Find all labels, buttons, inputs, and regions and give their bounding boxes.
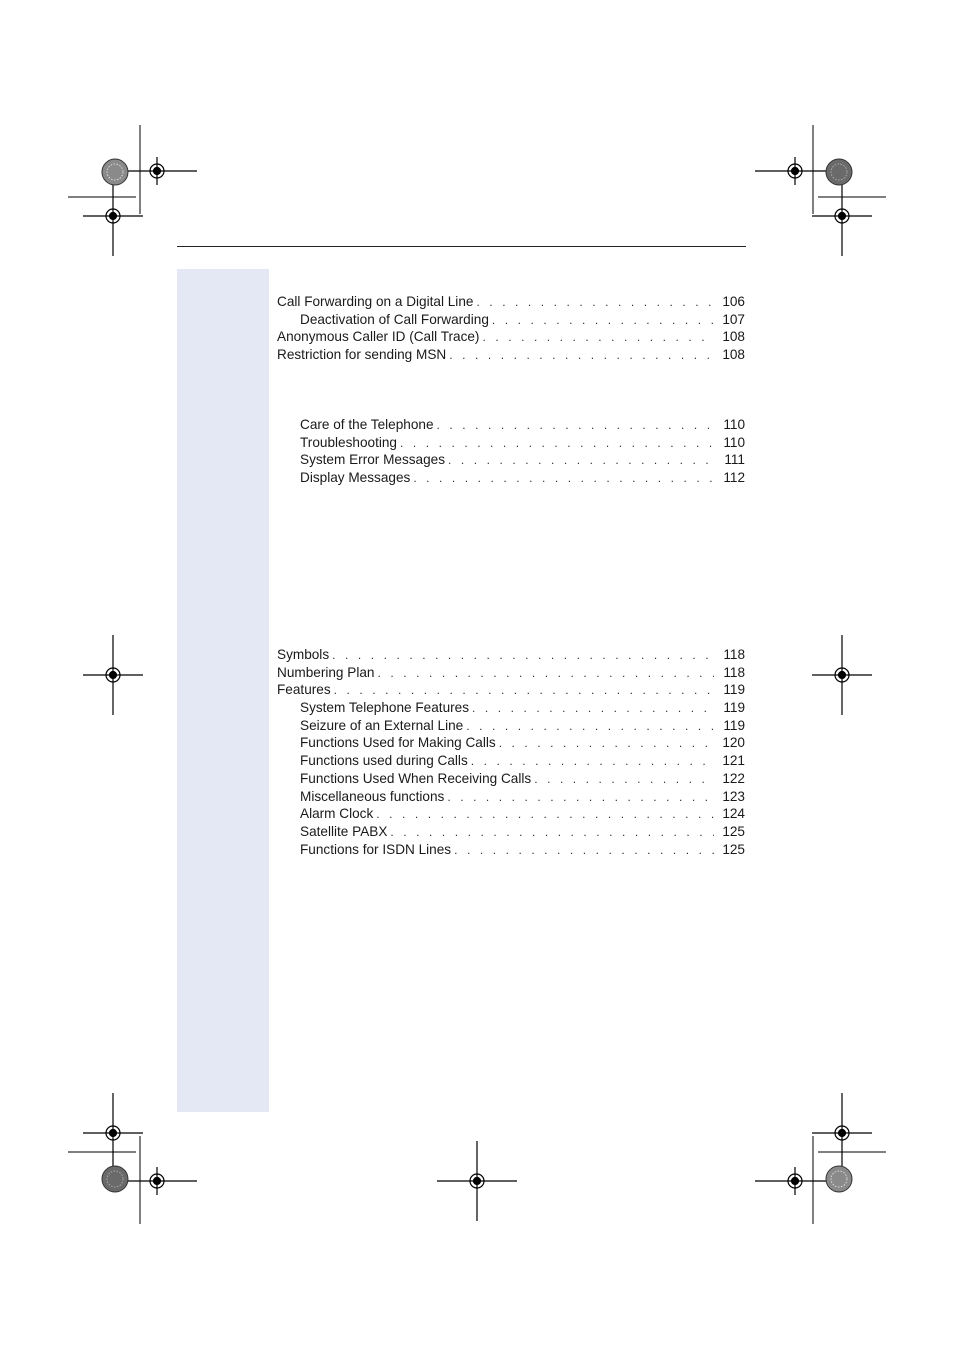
toc-leader-dots <box>377 665 714 683</box>
toc-entry[interactable] <box>277 416 745 434</box>
toc-leader-dots <box>454 842 714 860</box>
toc-entry[interactable] <box>277 434 745 452</box>
toc-entry-page: 121 <box>722 753 745 769</box>
toc-entry-page: 124 <box>722 806 745 822</box>
toc-entry-title: Seizure of an External Line <box>300 717 464 733</box>
toc-group-1 <box>277 293 745 364</box>
toc-leader-dots <box>334 682 714 700</box>
toc-entry-title: Deactivation of Call Forwarding <box>300 311 489 327</box>
toc-leader-dots <box>471 753 714 771</box>
toc-entry-page: 119 <box>723 700 745 716</box>
toc-group-2 <box>277 416 745 487</box>
toc-entry-title: Satellite PABX <box>300 823 388 839</box>
toc-leader-dots <box>332 647 714 665</box>
toc-entry[interactable] <box>277 664 745 682</box>
toc-entry-title: System Error Messages <box>300 452 446 468</box>
toc-entry[interactable] <box>277 328 745 346</box>
toc-entry-page: 106 <box>722 294 745 309</box>
toc-entry[interactable] <box>277 451 745 469</box>
toc-leader-dots <box>476 294 714 312</box>
toc-entry[interactable] <box>277 293 745 311</box>
toc-entry-title: Call Forwarding on a Digital Line <box>277 294 474 309</box>
toc-leader-dots <box>499 735 714 753</box>
toc-entry-page: 122 <box>722 770 745 786</box>
toc-leader-dots <box>437 417 714 435</box>
toc-entry-page: 119 <box>723 717 745 733</box>
toc-entry-title: Functions Used for Making Calls <box>300 735 496 751</box>
toc-entry[interactable] <box>277 346 745 364</box>
toc-group-3 <box>277 646 745 858</box>
toc-entry[interactable] <box>277 734 745 752</box>
toc-leader-dots <box>448 452 714 470</box>
toc-entry-page: 107 <box>722 311 745 327</box>
toc-entry-title: Care of the Telephone <box>300 417 434 432</box>
toc-entry-page: 125 <box>722 841 745 857</box>
toc-entry[interactable] <box>277 681 745 699</box>
toc-entry-title: Numbering Plan <box>277 664 375 680</box>
toc-leader-dots <box>466 718 714 736</box>
toc-entry[interactable] <box>277 646 745 664</box>
toc-entry-page: 119 <box>723 682 745 698</box>
toc-entry-title: Alarm Clock <box>300 806 374 822</box>
toc-entry-title: Symbols <box>277 647 330 662</box>
toc-leader-dots <box>390 824 714 842</box>
toc-entry-page: 111 <box>724 452 745 468</box>
toc-entry-title: Functions for ISDN Lines <box>300 841 452 857</box>
toc-entry-page: 120 <box>722 735 745 751</box>
toc-entry-page: 125 <box>722 823 745 839</box>
toc-entry[interactable] <box>277 752 745 770</box>
toc-entry[interactable] <box>277 699 745 717</box>
toc-entry[interactable] <box>277 823 745 841</box>
toc-entry[interactable] <box>277 805 745 823</box>
toc-entry-title: Restriction for sending MSN <box>277 347 447 363</box>
toc-entry-page: 118 <box>723 664 745 680</box>
toc-entry-page: 110 <box>723 434 745 450</box>
toc-leader-dots <box>413 470 714 488</box>
toc-entry-page: 118 <box>723 647 745 662</box>
toc-entry[interactable] <box>277 841 745 859</box>
toc-entry-title: Anonymous Caller ID (Call Trace) <box>277 329 480 345</box>
toc-entry-title: Functions used during Calls <box>300 753 468 769</box>
toc-entry-page: 110 <box>723 417 745 432</box>
toc-entry-title: Display Messages <box>300 470 411 486</box>
toc-leader-dots <box>534 771 714 789</box>
toc-entry[interactable] <box>277 717 745 735</box>
toc-entry[interactable] <box>277 788 745 806</box>
toc-leader-dots <box>449 347 714 365</box>
toc-leader-dots <box>400 435 714 453</box>
toc-entry-page: 112 <box>723 470 745 486</box>
toc-leader-dots <box>376 806 714 824</box>
toc-entry-title: Functions Used When Receiving Calls <box>300 770 532 786</box>
toc-entry[interactable] <box>277 311 745 329</box>
toc-entry-page: 123 <box>722 788 745 804</box>
toc-leader-dots <box>472 700 714 718</box>
toc-entry-page: 108 <box>722 329 745 345</box>
toc-entry-title: Troubleshooting <box>300 434 397 450</box>
toc-entry-title: Features <box>277 682 331 698</box>
toc-entry[interactable] <box>277 770 745 788</box>
header-rule <box>177 246 746 247</box>
toc-leader-dots <box>482 329 714 347</box>
toc-leader-dots <box>492 312 714 330</box>
toc-leader-dots <box>447 789 714 807</box>
toc-entry-title: Miscellaneous functions <box>300 788 445 804</box>
toc-entry-page: 108 <box>722 347 745 363</box>
toc-entry-title: System Telephone Features <box>300 700 470 716</box>
toc-entry[interactable] <box>277 469 745 487</box>
sidebar-band <box>177 269 269 1112</box>
